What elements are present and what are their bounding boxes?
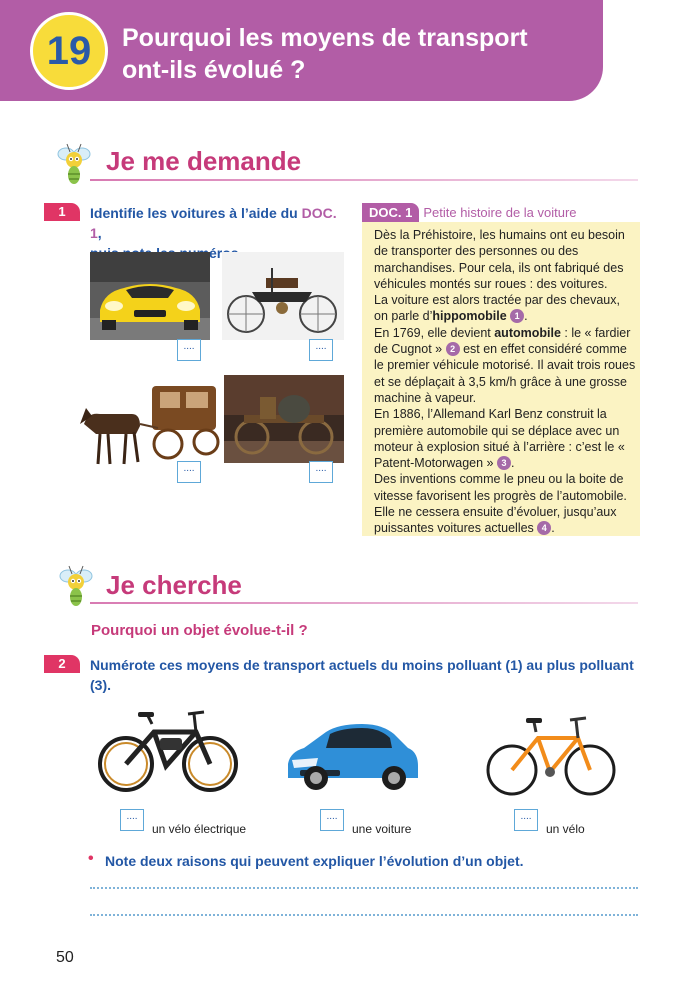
label-car: une voiture — [352, 822, 412, 836]
doc-1-p4-text: En 1886, l’Allemand Karl Benz construit la première automobile qui se déplace avec un moteur à explosion situé à l’arrière : c’est le « Patent-Motorwagen » — [374, 407, 625, 471]
bee-mascot-icon — [56, 140, 92, 188]
lesson-title-line2: ont-ils évolué ? — [122, 56, 306, 84]
doc-1-paragraph-1: Dès la Préhistoire, les humains ont eu besoin de transporter des personnes ou des marchandises. Pour cela, ils ont fabriqué des véhicules montés sur roues : des voitures. — [374, 228, 625, 291]
question-1-text-part1: Identifie les voitures à l’aide du — [90, 205, 302, 221]
doc-1-p3-text: En 1769, elle devient — [374, 325, 495, 340]
answer-box-electric-bike[interactable]: .... — [120, 809, 144, 831]
question-badge-1: 1 — [44, 203, 80, 221]
section-title-je-cherche: Je cherche — [106, 570, 242, 600]
answer-box-car[interactable]: .... — [320, 809, 344, 831]
doc-1-label: DOC. 1 — [362, 203, 419, 222]
marker-3: 3 — [497, 456, 511, 470]
answer-box-bike[interactable]: .... — [514, 809, 538, 831]
doc-1-paragraph-3 — [374, 325, 636, 406]
marker-1: 1 — [510, 309, 524, 323]
main-question: Pourquoi un objet évolue-t-il ? — [91, 622, 308, 639]
bee-mascot-icon — [58, 562, 94, 610]
photo-modern-sports-car — [90, 252, 210, 340]
photo-horse-drawn-carriage — [76, 378, 222, 474]
bullet-point: • — [88, 850, 94, 867]
section-divider — [90, 602, 638, 604]
doc-1-header — [362, 203, 577, 222]
doc-1-p3-mid: : le « fardier de Cugnot » — [374, 325, 631, 357]
doc-1-p3-after: est en effet considéré comme le premier véhicule motorisé. Il avait trois roues et se déplaçait à 3,5 km/h grâce à une grosse machine à vapeur. — [374, 342, 636, 405]
doc-1-paragraph-4: En 1886, l’Allemand Karl Benz construit la première automobile qui se déplace avec un moteur à explosion situé à l’arrière : c’est le « Patent-Motorwagen » 3 . — [374, 407, 625, 471]
doc-1-term-hippomobile: hippomobile — [432, 309, 507, 324]
photo-electric-bike — [96, 702, 240, 794]
answer-line-1[interactable] — [90, 887, 638, 889]
doc-1-p5-text: Des inventions comme le pneu ou la boite de vitesse favorisent les progrès de l’automobile. Elle ne cessera ensuite d’évoluer, jusqu’aux puissantes voitures actuelles — [374, 472, 627, 536]
question-2-text: Numérote ces moyens de transport actuels du moins polluant (1) au plus polluant (3). — [90, 657, 634, 693]
lesson-title — [122, 22, 592, 86]
lesson-number-badge — [30, 12, 108, 90]
photo-bike — [484, 710, 618, 798]
doc-1-term-automobile: automobile — [494, 325, 561, 340]
answer-box-carriage[interactable]: .... — [177, 461, 201, 483]
section-divider — [90, 179, 638, 181]
question-3-text: Note deux raisons qui peuvent expliquer l’évolution d’un objet. — [105, 853, 524, 869]
page-number: 50 — [56, 949, 74, 966]
marker-2: 2 — [446, 342, 460, 356]
doc-1-paragraph-5: Des inventions comme le pneu ou la boite de vitesse favorisent les progrès de l’automobile. Elle ne cessera ensuite d’évoluer, jusqu’aux puissantes voitures actuelles 4 . — [374, 472, 627, 536]
question-1-text-part2: , — [97, 225, 102, 241]
doc-1-p2-text: La voiture est alors tractée par des chevaux, on parle d’ — [374, 293, 620, 324]
label-electric-bike: un vélo électrique — [152, 822, 247, 836]
doc-1-paragraph-2: La voiture est alors tractée par des chevaux, on parle d’hippomobile 1 . — [374, 293, 620, 324]
marker-4: 4 — [537, 521, 551, 535]
label-bike: un vélo — [546, 822, 585, 836]
doc-1-subtitle: Petite histoire de la voiture — [423, 205, 577, 220]
section-title-je-me-demande: Je me demande — [106, 146, 302, 176]
answer-box-sports-car[interactable]: .... — [177, 339, 201, 361]
answer-box-cugnot[interactable]: .... — [309, 461, 333, 483]
lesson-number: 19 — [46, 29, 92, 73]
question-badge-2: 2 — [44, 655, 80, 673]
doc-1-text — [374, 227, 636, 537]
lesson-title-line1: Pourquoi les moyens de transport — [122, 24, 528, 52]
photo-modern-car — [282, 708, 422, 798]
question-1-doc-ref: DOC. 1 — [90, 205, 337, 241]
answer-box-benz[interactable]: .... — [309, 339, 333, 361]
photo-fardier-de-cugnot — [224, 375, 344, 463]
answer-line-2[interactable] — [90, 914, 638, 916]
photo-benz-patent-motorwagen — [222, 252, 344, 340]
